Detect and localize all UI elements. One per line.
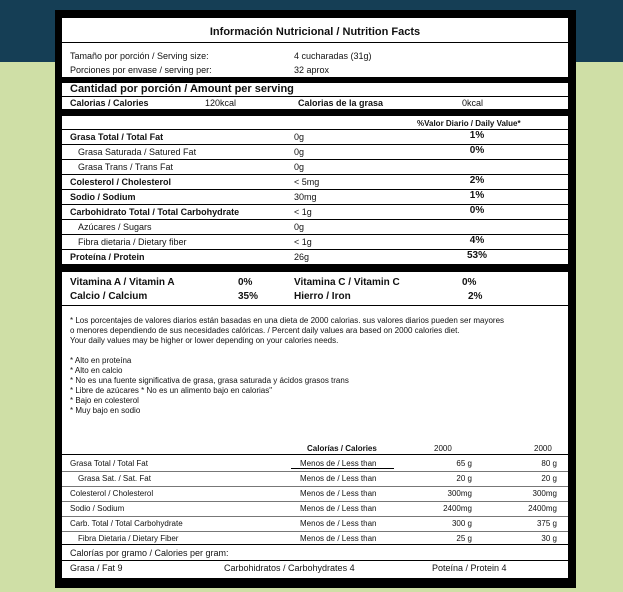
footnote-line: Your daily values may be higher or lower depending on your calories needs.	[70, 336, 339, 345]
per-gram-label: Calorías por gramo / Calories per gram:	[70, 548, 229, 558]
ref-row-value-2500: 30 g	[541, 534, 557, 543]
divider	[62, 560, 568, 561]
servings-per-value: 32 aprox	[294, 65, 330, 75]
divider	[62, 454, 568, 455]
nutrient-amount: 0g	[294, 162, 305, 172]
per-gram-protein: Poteína / Protein 4	[432, 563, 507, 573]
ref-row-value-2000: 2400mg	[443, 504, 472, 513]
nutrient-amount: 30mg	[294, 192, 317, 202]
nutrient-amount: 0g	[294, 132, 305, 142]
claim-item: * Libre de azúcares * No es un alimento bajo en calorias"	[70, 386, 273, 395]
row-divider	[62, 531, 568, 532]
nutrient-daily-value: 1%	[469, 130, 485, 141]
divider	[62, 129, 568, 130]
nutrient-daily-value: 4%	[469, 235, 485, 246]
row-divider	[62, 174, 568, 175]
row-divider	[62, 159, 568, 160]
underline	[291, 468, 394, 469]
footnote-line: * Los porcentajes de valores diarios están basadas en una dieta de 2000 calorias. sus valores diarios pueden ser mayores	[70, 316, 505, 325]
row-divider	[62, 249, 568, 250]
row-divider	[62, 486, 568, 487]
serving-size-value: 4 cucharadas (31g)	[294, 51, 372, 61]
ref-row-condition: Menos de / Less than	[300, 519, 377, 528]
nutrient-name: Colesterol / Cholesterol	[70, 177, 172, 187]
row-divider	[62, 234, 568, 235]
vitamin-a-value: 0%	[238, 277, 253, 288]
row-divider	[62, 219, 568, 220]
vitamin-c-label: Vitamina C / Vitamin C	[294, 277, 400, 288]
row-divider	[62, 204, 568, 205]
ref-row-name: Grasa Total / Total Fat	[70, 459, 148, 468]
nutrient-daily-value: 0%	[469, 205, 485, 216]
nutrient-name: Fibra dietaria / Dietary fiber	[78, 237, 187, 247]
iron-value: 2%	[468, 291, 483, 302]
ref-row-name: Fibra Dietaria / Dietary Fiber	[78, 534, 179, 543]
calcium-label: Calcio / Calcium	[70, 291, 148, 302]
per-gram-fat: Grasa / Fat 9	[70, 563, 123, 573]
calcium-value: 35%	[238, 291, 259, 302]
nutrition-facts-label	[62, 18, 568, 578]
daily-value-header: %Valor Diario / Daily Value*	[417, 119, 521, 128]
ref-row-name: Carb. Total / Total Carbohydrate	[70, 519, 183, 528]
ref-col1-header: 2000	[434, 444, 452, 453]
ref-row-name: Grasa Sat. / Sat. Fat	[78, 474, 151, 483]
ref-col2-header: 2000	[534, 444, 552, 453]
ref-row-condition: Menos de / Less than	[300, 459, 377, 468]
nutrient-name: Sodio / Sodium	[70, 192, 136, 202]
nutrient-daily-value: 2%	[469, 175, 485, 186]
claim-item: * No es una fuente significativa de grasa, grasa saturada y ácidos grasos trans	[70, 376, 349, 385]
nutrient-daily-value: 0%	[469, 145, 485, 156]
ref-row-value-2000: 25 g	[456, 534, 472, 543]
ref-row-value-2000: 65 g	[456, 459, 472, 468]
nutrient-amount: < 1g	[294, 237, 312, 247]
ref-row-value-2500: 20 g	[541, 474, 557, 483]
nutrient-daily-value: 53%	[466, 250, 487, 261]
nutrient-amount: 26g	[294, 252, 310, 262]
calories-value: 120kcal	[205, 98, 237, 108]
row-divider	[62, 516, 568, 517]
nutrient-name: Proteína / Protein	[70, 252, 145, 262]
ref-row-name: Sodio / Sodium	[70, 504, 125, 513]
claim-item: * Muy bajo en sodio	[70, 406, 141, 415]
servings-per-label: Porciones por envase / serving per:	[70, 65, 212, 75]
thick-divider	[62, 109, 568, 116]
label-title: Información Nutricional / Nutrition Facts	[209, 26, 421, 38]
row-divider	[62, 144, 568, 145]
divider	[62, 305, 568, 306]
nutrient-name: Carbohidrato Total / Total Carbohydrate	[70, 207, 240, 217]
thick-divider	[62, 264, 568, 272]
per-gram-carb: Carbohidratos / Carbohydrates 4	[224, 563, 355, 573]
claim-item: * Bajo en colesterol	[70, 396, 139, 405]
ref-calories-header: Calorías / Calories	[307, 444, 377, 453]
row-divider	[62, 501, 568, 502]
nutrient-daily-value: 1%	[469, 190, 485, 201]
serving-size-label: Tamaño por porción / Serving size:	[70, 51, 209, 61]
claim-item: * Alto en calcio	[70, 366, 123, 375]
vitamin-a-label: Vitamina A / Vitamin A	[70, 277, 175, 288]
nutrient-amount: 0g	[294, 147, 305, 157]
footnote-line: o menores dependiendo de sus necesidades calóricas. / Percent daily values ara based on 2000 calories diet.	[70, 326, 460, 335]
calories-from-fat-value: 0kcal	[462, 98, 484, 108]
nutrient-name: Grasa Trans / Trans Fat	[78, 162, 174, 172]
nutrient-amount: 0g	[294, 222, 305, 232]
row-divider	[62, 471, 568, 472]
ref-row-value-2500: 375 g	[536, 519, 557, 528]
divider	[62, 42, 568, 43]
calories-from-fat-label: Calorias de la grasa	[298, 98, 384, 108]
nutrient-amount: < 1g	[294, 207, 312, 217]
ref-row-value-2500: 80 g	[541, 459, 557, 468]
ref-row-value-2000: 300 g	[451, 519, 472, 528]
claim-item: * Alto en proteína	[70, 356, 132, 365]
ref-row-name: Colesterol / Cholesterol	[70, 489, 154, 498]
ref-row-condition: Menos de / Less than	[300, 534, 377, 543]
vitamin-c-value: 0%	[462, 277, 477, 288]
nutrient-name: Grasa Total / Total Fat	[70, 132, 164, 142]
calories-label: Calorias / Calories	[70, 98, 149, 108]
nutrient-name: Grasa Saturada / Satured Fat	[78, 147, 197, 157]
ref-row-value-2000: 20 g	[456, 474, 472, 483]
divider	[62, 544, 568, 545]
ref-row-condition: Menos de / Less than	[300, 489, 377, 498]
row-divider	[62, 189, 568, 190]
divider	[62, 96, 568, 97]
ref-row-value-2000: 300mg	[447, 489, 472, 498]
ref-row-condition: Menos de / Less than	[300, 474, 377, 483]
iron-label: Hierro / Iron	[294, 291, 351, 302]
nutrient-name: Azúcares / Sugars	[78, 222, 152, 232]
ref-row-condition: Menos de / Less than	[300, 504, 377, 513]
amount-per-serving-header: Cantidad por porción / Amount per serving	[70, 83, 294, 95]
nutrient-amount: < 5mg	[294, 177, 320, 187]
ref-row-value-2500: 2400mg	[528, 504, 557, 513]
ref-row-value-2500: 300mg	[532, 489, 557, 498]
